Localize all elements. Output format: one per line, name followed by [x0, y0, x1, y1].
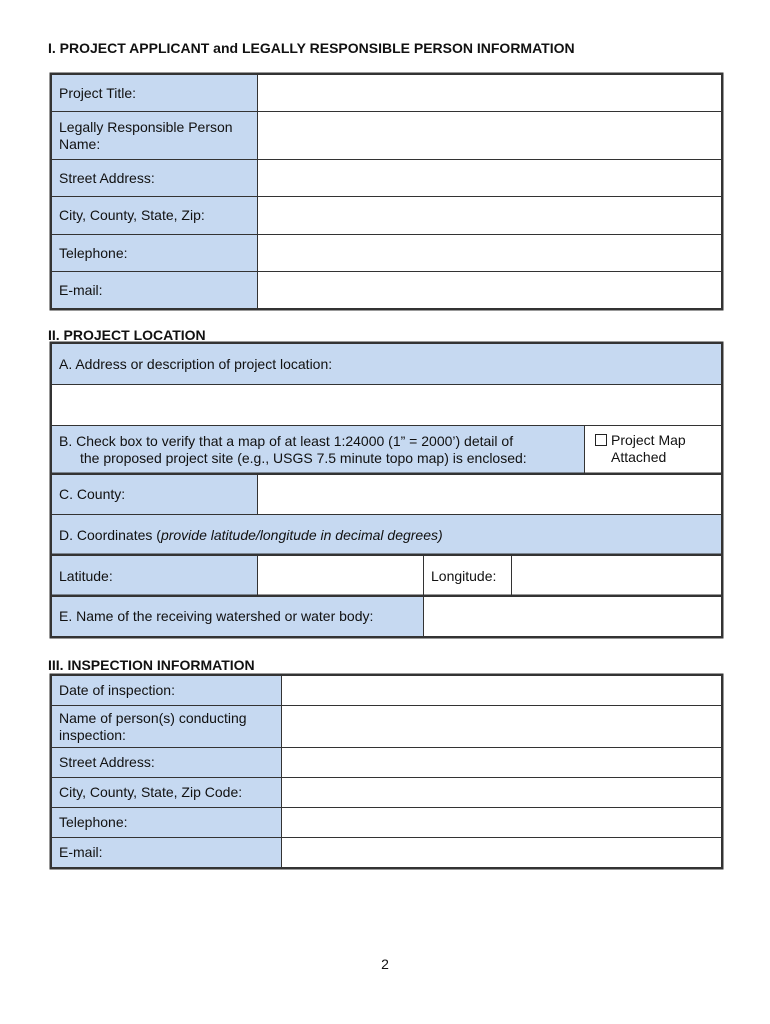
inspection-email-input[interactable] — [289, 844, 714, 860]
telephone-input[interactable] — [265, 245, 714, 261]
watershed-field[interactable] — [424, 597, 722, 637]
location-table-county — [51, 474, 722, 556]
inspection-date-input[interactable] — [289, 682, 714, 698]
coordinates-label — [52, 515, 722, 556]
map-check-label-line1: B. Check box to verify that a map of at least 1:24000 (1” = 2000’) detail of — [59, 432, 514, 449]
latitude-label: Latitude: — [52, 556, 258, 597]
inspection-street-address-label: Street Address: — [52, 748, 282, 778]
inspection-telephone-field[interactable] — [282, 808, 722, 838]
county-label: C. County: — [52, 475, 258, 515]
street-address-field[interactable] — [258, 160, 722, 197]
inspector-name-field[interactable] — [282, 706, 722, 748]
project-title-label: Project Title: — [52, 75, 258, 112]
applicant-table — [51, 74, 722, 309]
inspection-telephone-label: Telephone: — [52, 808, 282, 838]
inspector-name-input[interactable] — [289, 718, 714, 734]
coordinates-label-prefix: D. Coordinates ( — [59, 526, 161, 543]
email-label: E-mail: — [52, 272, 258, 309]
inspection-email-field[interactable] — [282, 838, 722, 868]
location-table-watershed — [51, 596, 722, 637]
project-title-input[interactable] — [265, 85, 714, 101]
telephone-field[interactable] — [258, 235, 722, 272]
section1-heading: I. PROJECT APPLICANT and LEGALLY RESPONSIBLE PERSON INFORMATION — [48, 40, 575, 56]
section2-heading: II. PROJECT LOCATION — [48, 327, 206, 343]
page-number: 2 — [381, 956, 389, 972]
map-attached-label-line2: Attached — [611, 449, 667, 465]
latitude-input[interactable] — [265, 568, 416, 584]
map-attached-checkbox[interactable] — [595, 434, 607, 446]
watershed-input[interactable] — [431, 608, 714, 624]
location-table-top — [51, 343, 722, 474]
address-description-field[interactable] — [52, 385, 722, 426]
inspection-date-label: Date of inspection: — [52, 676, 282, 706]
longitude-input[interactable] — [519, 568, 714, 584]
longitude-field[interactable] — [512, 556, 722, 597]
map-attached-label-line1: Project Map — [611, 432, 686, 448]
city-county-state-zip-label: City, County, State, Zip: — [52, 197, 258, 235]
city-county-state-zip-input[interactable] — [265, 207, 714, 223]
project-title-field[interactable] — [258, 75, 722, 112]
location-table-coords — [51, 555, 722, 597]
county-field[interactable] — [258, 475, 722, 515]
responsible-person-input[interactable] — [265, 127, 714, 143]
street-address-input[interactable] — [265, 170, 714, 186]
inspection-table — [51, 675, 722, 868]
city-county-state-zip-field[interactable] — [258, 197, 722, 235]
email-field[interactable] — [258, 272, 722, 309]
address-description-input[interactable] — [59, 397, 714, 413]
map-check-label — [52, 426, 585, 474]
email-input[interactable] — [265, 282, 714, 298]
inspection-street-address-input[interactable] — [289, 754, 714, 770]
latitude-field[interactable] — [258, 556, 424, 597]
inspection-date-field[interactable] — [282, 676, 722, 706]
county-input[interactable] — [265, 486, 714, 502]
longitude-label: Longitude: — [424, 556, 512, 597]
inspection-email-label: E-mail: — [52, 838, 282, 868]
inspection-city-input[interactable] — [289, 784, 714, 800]
inspection-city-label: City, County, State, Zip Code: — [52, 778, 282, 808]
section3-heading: III. INSPECTION INFORMATION — [48, 657, 255, 673]
map-check-label-line2: the proposed project site (e.g., USGS 7.5 minute topo map) is enclosed: — [80, 449, 527, 466]
telephone-label: Telephone: — [52, 235, 258, 272]
coordinates-label-italic: provide latitude/longitude in decimal degrees) — [160, 526, 443, 543]
address-description-label: A. Address or description of project location: — [52, 344, 722, 385]
inspection-telephone-input[interactable] — [289, 814, 714, 830]
responsible-person-label: Legally Responsible Person Name: — [52, 112, 258, 160]
map-attached-cell[interactable] — [585, 426, 722, 474]
inspection-street-address-field[interactable] — [282, 748, 722, 778]
inspection-city-field[interactable] — [282, 778, 722, 808]
inspector-name-label: Name of person(s) conducting inspection: — [52, 706, 282, 748]
street-address-label: Street Address: — [52, 160, 258, 197]
responsible-person-field[interactable] — [258, 112, 722, 160]
watershed-label: E. Name of the receiving watershed or water body: — [52, 597, 424, 637]
